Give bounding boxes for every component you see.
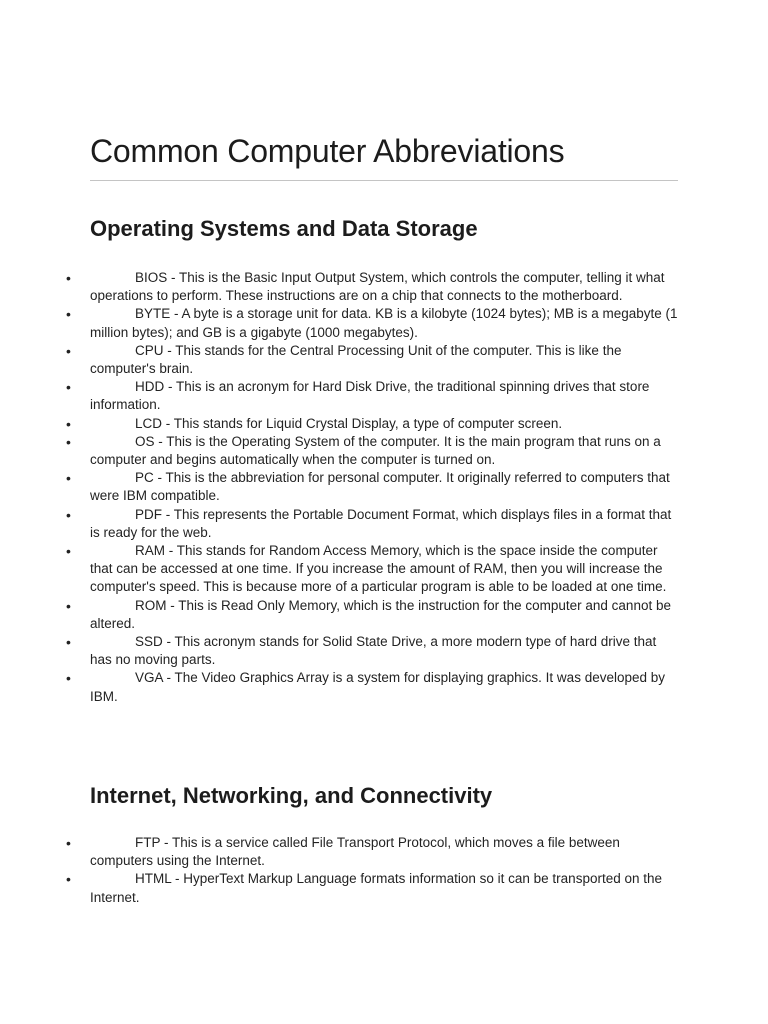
list-item-vga: • VGA - The Video Graphics Array is a system for displaying graphics. It was developed by IBM. [90, 669, 680, 705]
section-heading-operating-systems: Operating Systems and Data Storage [90, 216, 478, 241]
list-item-pdf: • PDF - This represents the Portable Document Format, which displays files in a format that is ready for the web. [90, 506, 680, 542]
list-item-rom: • ROM - This is Read Only Memory, which is the instruction for the computer and cannot be altered. [90, 597, 680, 633]
list-item-bios: • BIOS - This is the Basic Input Output System, which controls the computer, telling it what operations to perform. These instructions are on a chip that connects to the motherboard. [90, 269, 680, 305]
page-title: Common Computer Abbreviations [90, 133, 565, 169]
list-item-lcd: • LCD - This stands for Liquid Crystal Display, a type of computer screen. [90, 415, 680, 433]
list-item-ssd: • SSD - This acronym stands for Solid State Drive, a more modern type of hard drive that has no moving parts. [90, 633, 680, 669]
list-item-ftp: • FTP - This is a service called File Transport Protocol, which moves a file between computers using the Internet. [90, 834, 680, 870]
abbreviation-list-operating-systems [90, 269, 680, 706]
list-item-hdd: • HDD - This is an acronym for Hard Disk Drive, the traditional spinning drives that store information. [90, 378, 680, 414]
section-heading-internet-networking: Internet, Networking, and Connectivity [90, 783, 493, 808]
list-item-cpu: • CPU - This stands for the Central Processing Unit of the computer. This is like the computer's brain. [90, 342, 680, 378]
title-divider [90, 180, 678, 181]
list-item-html: • HTML - HyperText Markup Language formats information so it can be transported on the Internet. [90, 870, 680, 906]
list-item-pc: • PC - This is the abbreviation for personal computer. It originally referred to computers that were IBM compatible. [90, 469, 680, 505]
list-item-byte: • BYTE - A byte is a storage unit for data. KB is a kilobyte (1024 bytes); MB is a megabyte (1 million bytes); and GB is a gigabyte (1000 megabytes). [90, 305, 680, 341]
list-item-ram: • RAM - This stands for Random Access Memory, which is the space inside the computer that can be accessed at one time. If you increase the amount of RAM, then you will increase the computer's speed. This is because more of a particular program is able to be loaded at one time. [90, 542, 680, 597]
list-item-os: • OS - This is the Operating System of the computer. It is the main program that runs on a computer and begins automatically when the computer is turned on. [90, 433, 680, 469]
abbreviation-list-internet-networking [90, 834, 680, 907]
